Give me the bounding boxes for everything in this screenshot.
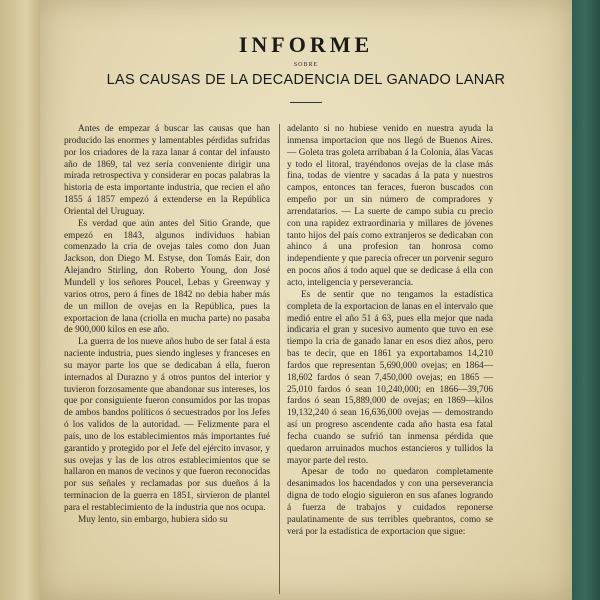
paragraph: Apesar de todo no quedaron completamente desanimados los hacendados y con una perseverancia digna de todo elogio siguieron en sus afanes logrando á fuerza de trabajos y cuidados reponerse paulatinamente de sus terribles quebrantos, como se verá por la estadística de exportacion que sigue: [287, 467, 493, 537]
book-page-edges [0, 0, 44, 600]
column-divider [279, 124, 280, 594]
right-column [287, 124, 493, 539]
title-rule [290, 102, 322, 103]
paragraph: adelanto si no hubiese venido en nuestra ayuda la inmensa importacion que nos llegó de Buenos Aires. — Goleta tras goleta arribaban á la Colonia, álas Vacas y todo el litoral, trayéndonos ovejas de la clase más fina, todas de vientre y sacadas á la pata y nuestros campos, entonces tan feraces, fueron buscados con empeño por un sin número de compradores y arrendatarios. — La suerte de campo subia cu precio con una rapidez extraordinaria y millares de jóvenes tanto hijos del país como extranjeros se dedicaban con ahinco á una profesion tan honrosa como independiente y que parecia ofrecer un porvenir seguro en pocos años á todo aquel que se dedicase á ella con acto, inteligencia y perseverancia. [287, 124, 493, 288]
paragraph: Muy lento, sin embargo, hubiera sido su [78, 514, 228, 525]
left-column [64, 124, 270, 527]
page-title: INFORME [238, 32, 374, 57]
paragraph: Es verdad que aún antes del Sitio Grande, que empezó en 1843, algunos individuos habian comenzado la cria de ovejas tales como don Juan Jackson, don Diego M. Estyse, don Tomás Eair, don Alejandro Stirling, don Roberto Young, don José Mundell y los señores Poucel, Lebas y Greenway y varios otros, pero á fines de 1842 no debia haber más de un millon de ovejas en la República, pues la exportacion de lana (criolla en mucha parte) no pasaba de 900,000 kilos en ese año. [64, 218, 270, 336]
page-subtitle: LAS CAUSAS DE LA DECADENCIA DEL GANADO LANAR [106, 72, 506, 88]
title-connector: SOBRE [293, 62, 319, 68]
paragraph: Antes de empezar á buscar las causas que han producido las enormes y lamentables pérdidas sufridas por los criadores de la raza lanar á contar del infausto año de 1869, tal vez sería conveniente dirigir una mirada retrospectiva y considerar en pocas palabras la historia de esta importante industria, que recien el año 1855 á 1857 empezó á extenderse en la República Oriental del Uruguay. [64, 124, 270, 217]
book-cover-edge [570, 0, 600, 600]
paragraph: Es de sentir que no tengamos la estadística completa de la exportacion de lanas en el intervalo que medió entre el año 51 á 63, pues ella mejor que nada indicaria el gran y sucesivo aumento que tuvo en ese tiempo la cria de ganado lanar en esos diez años, pero bas te decir, que en 1861 ya exportabamos 14,210 fardos que representan 5,690,000 ovejas; en 1864—18,602 fardos ó sean 7,450,000 ovejas; en 1865 —25,010 fardos ó sean 10,240,000; en 1866—39,706 fardos ó sean 15,889,000 de ovejas; en 1869—kilos 19,132,240 ó sean 16,636,000 ovejas — demostrando así un progreso ascendente cada año hasta esa fatal fecha cuando se sufrió tan inmensa pérdida que quedaron arruinados muchos estancieros y tullidos la mayor parte del resto. [287, 289, 493, 466]
paragraph: La guerra de los nueve años hubo de ser fatal á esta naciente industria, pues siendo ingleses y franceses en su mayor parte los que se dedicaban á ella, fueron internados al Durazno y á otros puntos del interior y tuvieron forzosamente que abandonar sus intereses, los que por consiguiente fueron consumidos por las tropas de ambos bandos políticos ó secuestrados por los Jefes ó los validos de la autoridad. — Felizmente para el país, uno de los establecimientos más importantes fué garantido y protegido por el Jefe del ejército invasor, y sus ovejas y las de los otros establecimientos que se hallaron en manos de vecinos y que fueron reconocidas por sus señales y reclamadas por sus dueños á la terminacion de la guerra en 1851, sirvieron de plantel para el restablecimiento de la industria que nos ocupa. [64, 337, 271, 513]
